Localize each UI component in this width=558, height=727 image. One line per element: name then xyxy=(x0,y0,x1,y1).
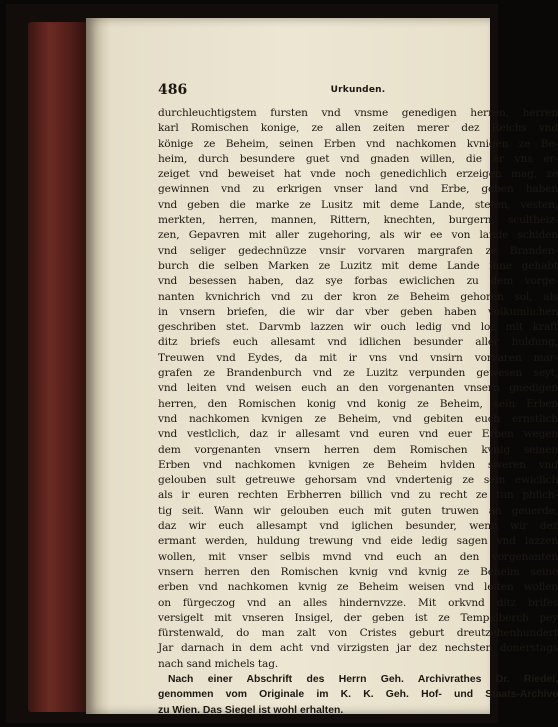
document-body xyxy=(158,106,558,672)
text-line: dem vorgenanten vnsern herren dem Romischen kvnig seinen xyxy=(158,443,558,456)
text-line: Treuwen vnd Eydes, da mit ir vns vnd vnsirn vorvaren mar- xyxy=(158,351,558,364)
text-line: herren, den Romischen konig vnd konig ze Beheim, sein Erben xyxy=(158,397,558,410)
text-line: könige ze Beheim, seinen Erben vnd nachkomen kvnigen ze Be- xyxy=(158,137,558,150)
text-line: heim, durch besundere guet vnd gnaden willen, die er vns er- xyxy=(158,152,558,165)
text-line: tig seit. Wann wir gelouben euch mit guten truwen an geuerde, xyxy=(158,504,558,517)
editorial-note xyxy=(158,672,558,718)
text-line: vnd besessen haben, daz sye forbas ewiclichen zu dem vorge- xyxy=(158,275,558,288)
text-line: merkten, herren, mannen, Rittern, knechten, burgern, scultheiz- xyxy=(158,214,558,227)
text-line: vnd nachkomen kvnigen ze Beheim, vnd gebiten euch ernstlich xyxy=(158,412,558,425)
text-line: fürstenwald, do man zalt von Cristes geburt dreutzehenhundert xyxy=(158,627,558,640)
note-line: zu Wien. Das Siegel ist wohl erhalten. xyxy=(158,704,344,716)
book-cover-edge xyxy=(28,22,90,712)
page-content xyxy=(158,80,558,718)
book-photo xyxy=(6,4,558,723)
text-line: ditz briefs euch allesamt vnd idlichen besunder aller huldung, xyxy=(158,336,558,349)
text-line: nach sand michels tag. xyxy=(158,657,279,670)
note-line: Nach einer Abschrift des Herrn Geh. Archivrathes Dr. Riedel, xyxy=(168,673,558,685)
text-line: nanten kvnichrich vnd zu der kron ze Beheim gehoren sol, als xyxy=(158,290,558,303)
text-line: burch die selben Marken ze Luzitz mit deme Lande inne gehabt xyxy=(158,259,558,272)
text-line: geschriben stet. Darvmb lazzen wir ouch ledig vnd loz mit kraft xyxy=(158,321,558,334)
text-line: ermant werden, huldung trewung vnd eide ledig sagen vnd lazzen xyxy=(158,535,558,548)
text-line: gewinnen vnd zu erkrigen vnser land vnd Erbe, geben haben xyxy=(158,183,558,196)
text-line: als ir euren rechten Erbherren billich vnd zu recht ze tun phlich- xyxy=(158,489,558,502)
page-header xyxy=(158,80,558,102)
text-line: in vnsern briefen, die wir dar vber geben haben volkumlichen xyxy=(158,305,558,318)
running-head: Urkunden. xyxy=(330,85,386,95)
text-line: zen, Gepavren mit aller zugehoring, als wir ee von lande schiden xyxy=(158,229,558,242)
text-line: versigelt mit vnseren Insigel, der geben ist ze Tempelberch pey xyxy=(158,611,558,624)
text-line: vnd geben die marke ze Lusitz mit deme Lande, steten, vesten, xyxy=(158,198,558,211)
note-line: genommen vom Originale im K. K. Geh. Hof- und Staats-Archive xyxy=(158,689,558,701)
text-line: wollen, mit vnser selbis mvnd vnd euch an den vorgenanten xyxy=(158,550,558,563)
book-page xyxy=(86,18,558,716)
text-line: Erben vnd nachkomen kvnigen ze Beheim hvlden sweren vnd xyxy=(158,458,558,471)
text-line: karl Romischen konige, ze allen zeiten merer dez Reichs vnd xyxy=(158,122,558,135)
text-line: Jar darnach in dem acht vnd virzigsten jar dez nechsten donerstags xyxy=(158,642,558,655)
text-line: vnd seliger gedechnüzze vnsir vorvaren margrafen ze Branden- xyxy=(158,244,558,257)
text-line: zeiget vnd beweiset hat vnde noch genedichlich erzeigen mag, ze xyxy=(158,168,558,181)
text-line: vnsern herren den Romischen kvnig vnd kvnig ze Beheim seine xyxy=(158,565,558,578)
text-line: vnd leiten vnd weisen euch an den vorgenanten vnsern gnedigen xyxy=(158,382,558,395)
text-line: gelouben sult getreuwe gehorsam vnd vndertenig ze sein ewiclich xyxy=(158,474,558,487)
text-line: grafen ze Brandenburch vnd ze Luzitz verpunden gewesen seyt, xyxy=(158,367,558,380)
text-line: durchleuchtigstem fursten vnd vnsme genedigen herren, herren xyxy=(158,107,558,119)
text-line: erben vnd nachkomen kvnig ze Beheim weisen vnd leiten wollen xyxy=(158,581,558,594)
page-number: 486 xyxy=(158,82,188,98)
text-line: daz wir euch allesampt vnd iglichen besunder, wenn wir dez xyxy=(158,520,558,533)
text-line: on fürgeczog vnd an alles hindernvzze. Mit orkvnd ditz brifes xyxy=(158,596,558,609)
text-line: vnd vestlclich, daz ir allesamt vnd euren vnd euer Erben wegen xyxy=(158,428,558,441)
